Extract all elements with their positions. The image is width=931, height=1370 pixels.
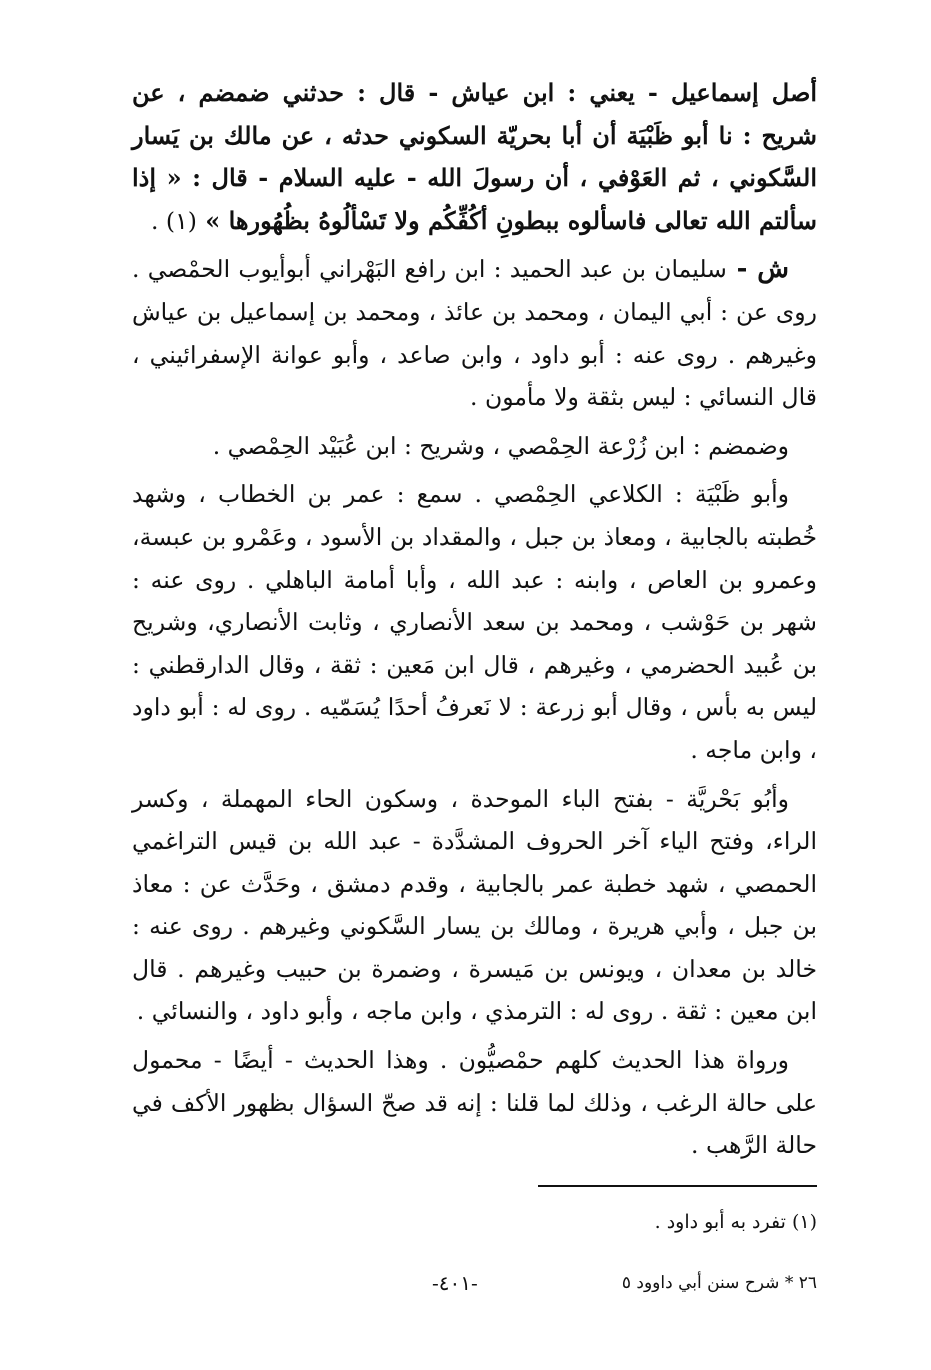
abu-bahriyya-text: وأبُو بَحْريَّة - بفتح الباء الموحدة ، وسكون الحاء المهملة ، وكسر الراء، وفتح الياء آخر الحروف المشدَّدة - عبد الله بن قيس التراغمي الحمصي ، شهد خطبة عمر بالجابية ، وقدم دمشق ، وحَدَّث عن : معاذ بن جبل ، وأبي هريرة ، ومالك بن يسار السَّكوني وغيرهم . روى عنه : خالد بن معدان ، ويونس بن مَيسرة ، وضمرة بن حبيب وغيرهم . قال ابن معين : ثقة . روى له : الترمذي ، وابن ماجه ، وأبو داود ، والنسائي . xyxy=(132,784,817,1026)
page-footer xyxy=(132,1268,817,1298)
commentary-paragraph xyxy=(132,248,817,418)
conclusion-text: ورواة هذا الحديث كلهم حمْصيُّون . وهذا الحديث - أيضًا - محمول على حالة الرغب ، وذلك لما قلنا : إنه قد صحّ السؤال بظهور الأكف في حالة الرَّهب . xyxy=(132,1046,817,1160)
hadith-paragraph xyxy=(132,72,817,242)
footnote-reference: (١) . xyxy=(150,206,197,235)
footnote-divider xyxy=(538,1185,817,1187)
footnote: (١) تفرد به أبو داود . xyxy=(654,1211,817,1233)
page-number: -٤٠١- xyxy=(432,1271,478,1295)
main-text xyxy=(132,72,817,1173)
narrators-paragraph xyxy=(132,425,817,468)
conclusion-paragraph xyxy=(132,1039,817,1167)
commentary-marker: ش - xyxy=(726,254,789,285)
abu-bahriyya-paragraph xyxy=(132,778,817,1034)
narrators-text: وضمضم : ابن زُرْعة الحِمْصي ، وشريح : ابن عُبَيْد الحِمْصي . xyxy=(212,431,789,460)
abu-zabya-text: وأبو ظَبْيَة : الكلاعي الحِمْصي . سمع : عمر بن الخطاب ، وشهد خُطبته بالجابية ، ومعاذ بن جبل ، والمقداد بن الأسود ، وعَمْرو بن عبسة، وعمرو بن العاص ، وابنه : عبد الله ، وأبا أمامة الباهلي . روى عنه : شهر بن حَوْشب ، ومحمد بن سعد الأنصاري ، وثابت الأنصاري، وشريح بن عُبيد الحضرمي ، وغيرهم ، قال ابن مَعين : ثقة ، وقال الدارقطني : ليس به بأس ، وقال أبو زرعة : لا نَعرفُ أحدًا يُسَمّيه . روى له : أبو داود ، وابن ماجه . xyxy=(132,480,817,764)
hadith-text: أصل إسماعيل - يعني : ابن عياش - قال : حدثني ضمضم ، عن شريح : نا أبو ظَبْيَة أن أبا بحريّة السكوني حدثه ، عن مالك بن يَسار السَّكوني ، ثم العَوْفي ، أن رسولَ الله - عليه السلام - قال : « إذا سألتم الله تعالى فاسألوه ببطونِ أكُفِّكُم ولا تَسْألُوهُ بظُهُورها » xyxy=(132,78,817,235)
book-signature: ٢٦ * شرح سنن أبي داوود ٥ xyxy=(621,1273,817,1293)
abu-zabya-paragraph xyxy=(132,473,817,771)
commentary-text: سليمان بن عبد الحميد : ابن رافع البَهْراني أبوأيوب الحمْصي . روى عن : أبي اليمان ، ومحمد بن عائذ ، ومحمد بن إسماعيل بن عياش وغيرهم . روى عنه : أبو داود ، وابن صاعد ، وأبو عوانة الإسفرائيني ، قال النسائي : ليس بثقة ولا مأمون . xyxy=(132,255,817,412)
